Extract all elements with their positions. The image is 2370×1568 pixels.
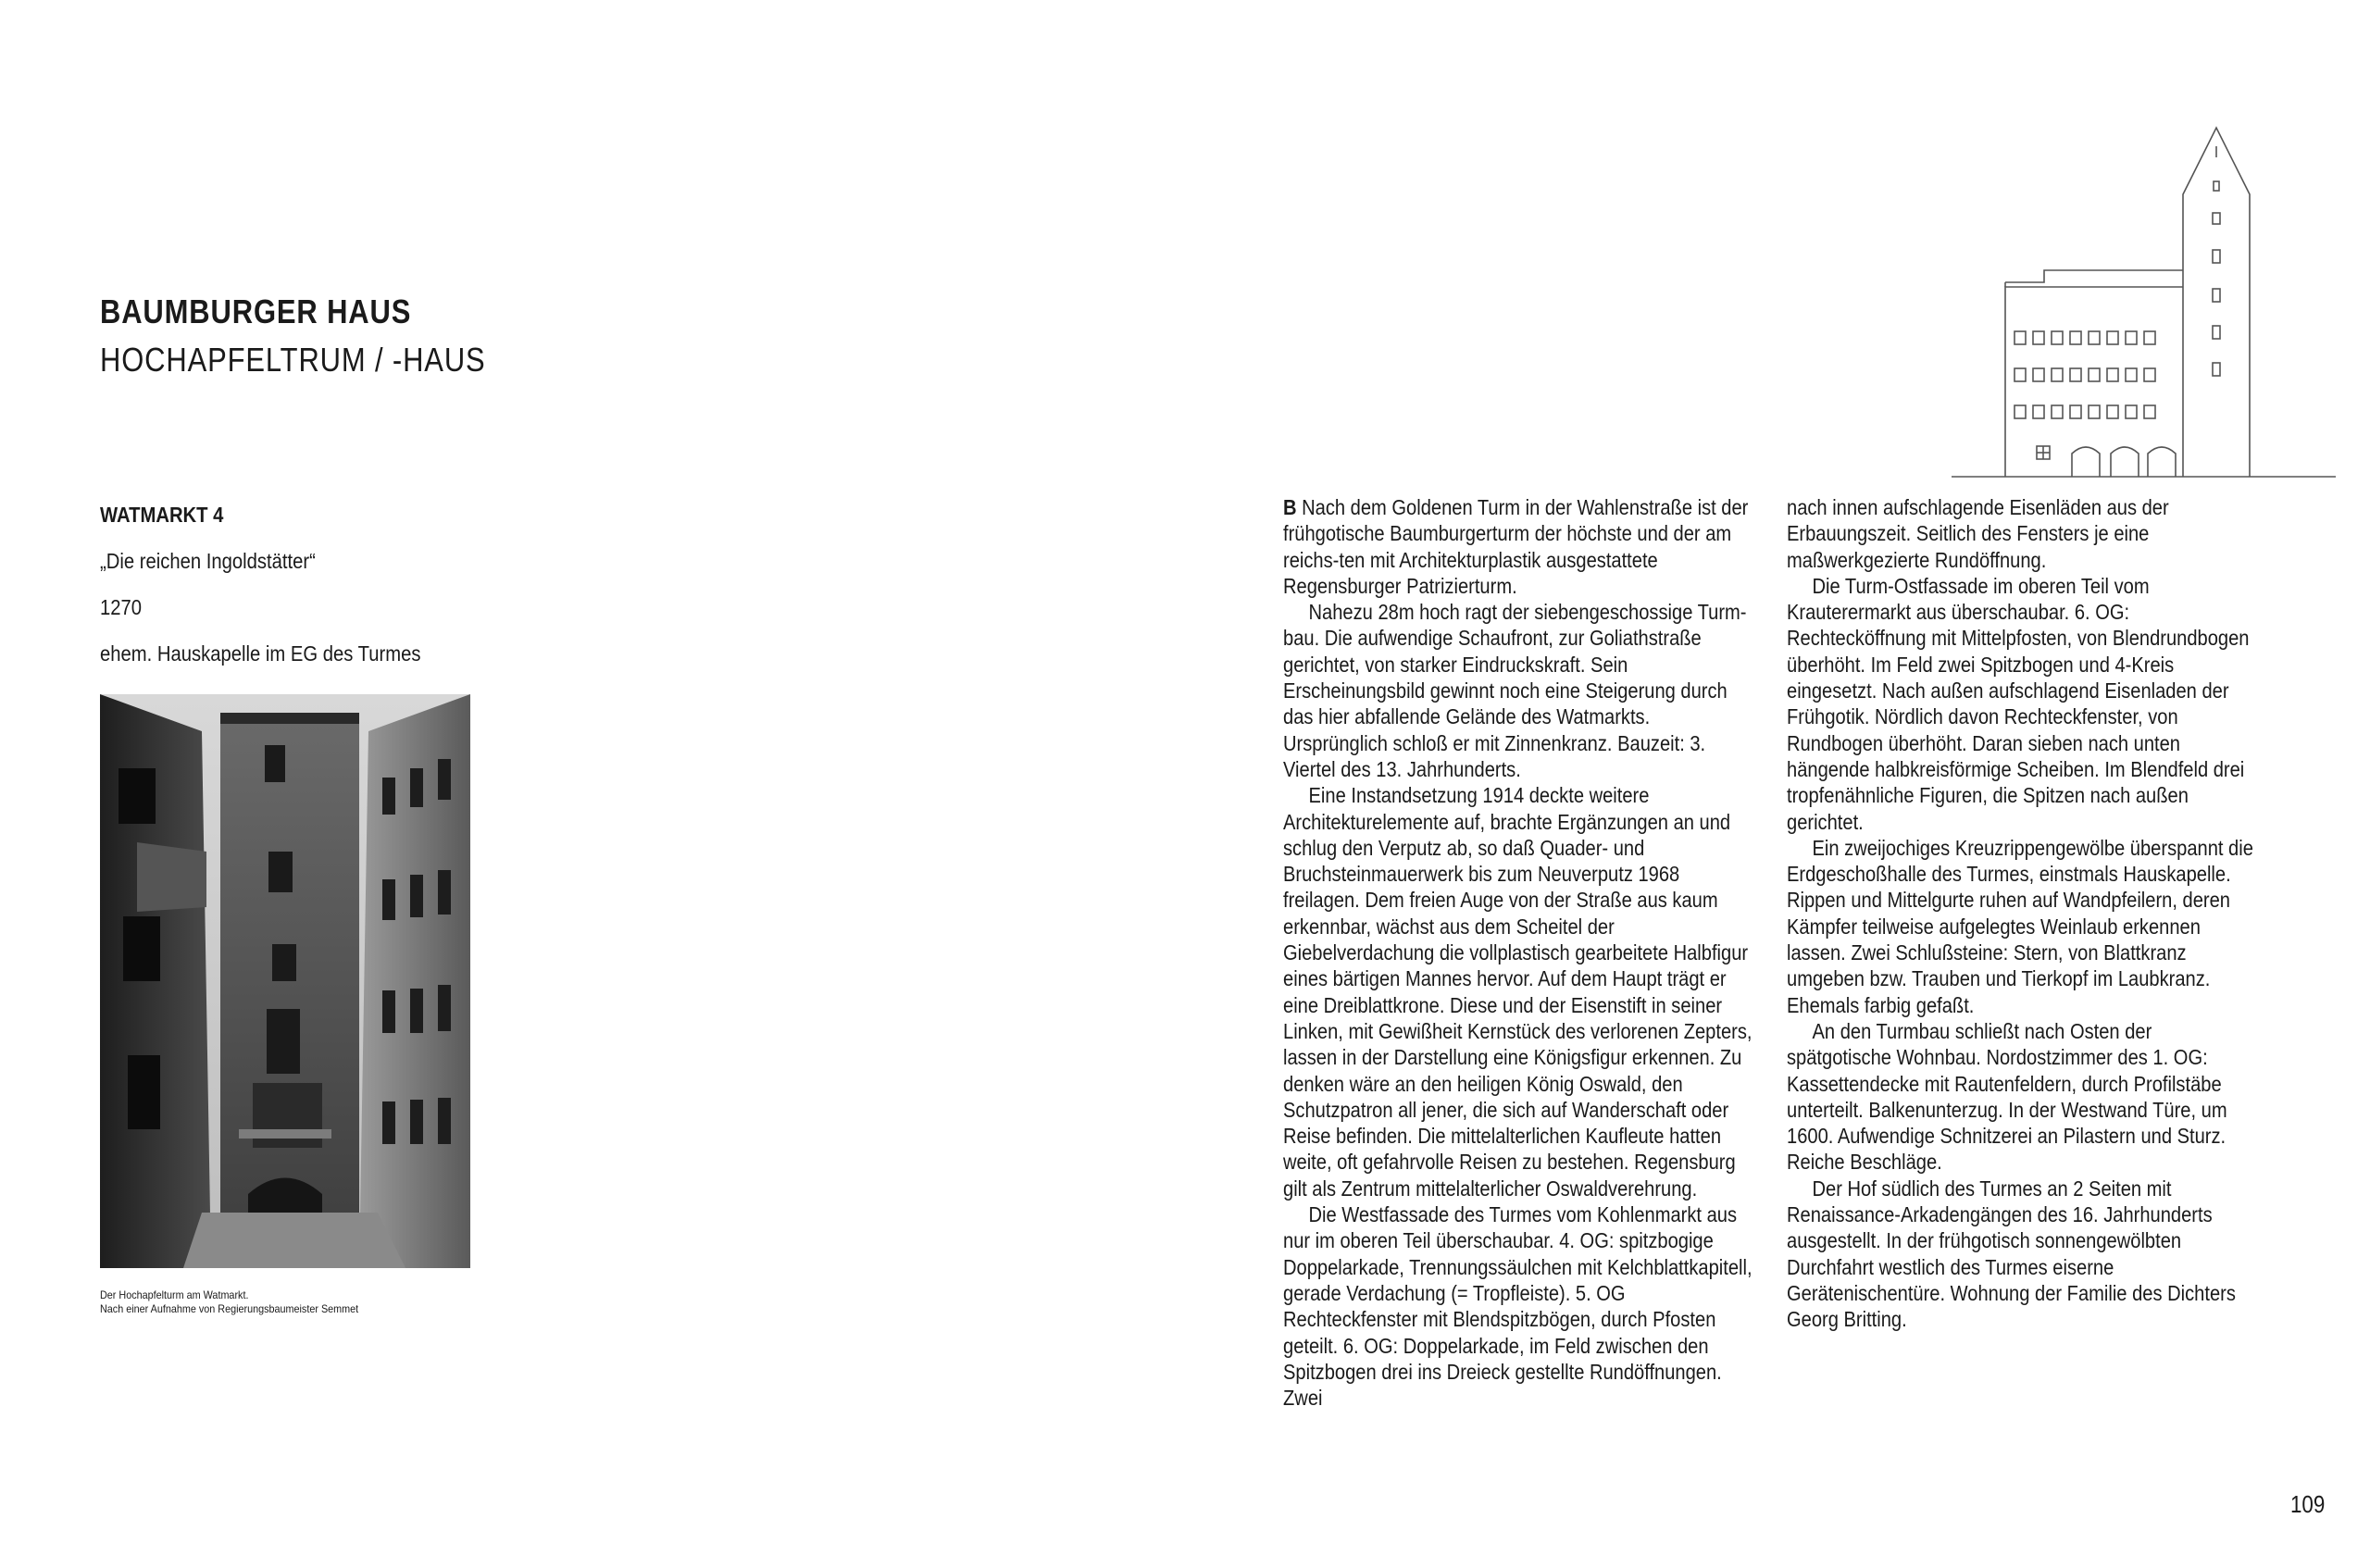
paragraph-8: An den Turmbau schließt nach Osten der spätgotische Wohnbau. Nordostzimmer des 1. OG: Kassettendecke mit Rautenfeldern, durch Profilstäbe unterteilt. Balkenunterzug. In der Westwand Türe, um 1600. Aufwendige Schnitzerei an Pilastern und Sturz. Reiche Beschläge. [1787, 1018, 2227, 1175]
note: ehem. Hauskapelle im EG des Turmes [100, 641, 421, 666]
paragraph-2: Nahezu 28m hoch ragt der siebengeschossige Turm-bau. Die aufwendige Schaufront, zur Goliathstraße gerichtet, von starker Eindruckskraft. Sein Erscheinungsbild gewinnt noch eine Steigerung durch das hier abfallende Gelände des Watmarkts. Ursprünglich schloß er mit Zinnenkranz. Bauzeit: 3. Viertel des 13. Jahrhunderts. [1283, 600, 1747, 781]
paragraph-5: nach innen aufschlagende Eisenläden aus der Erbauungszeit. Seitlich des Fensters je eine maßwerkgezierte Rundöffnung. [1787, 495, 2169, 572]
paragraph-1 [1283, 494, 1753, 599]
paragraph-4: Die Westfassade des Turmes vom Kohlenmarkt aus nur im oberen Teil überschaubar. 4. OG: spitzbogige Doppelarkade, Trennungssäulchen mit Kelchblattkapitell, gerade Verdachung (= Tropfleiste). 5. OG Rechteckfenster mit Blendspitzbögen, durch Pfosten geteilt. 6. OG: Doppelarkade, im Feld zwischen den Spitzbogen drei ins Dreieck gestellte Rundöffnungen. Zwei [1283, 1202, 1753, 1411]
paragraph-1-text: Nach dem Goldenen Turm in der Wahlenstraße ist der frühgotische Baumburgerturm der höchste und der am reichs-ten mit Architekturplastik ausgestattete Regensburger Patrizierturm. [1283, 495, 1749, 598]
paragraph-3: Eine Instandsetzung 1914 deckte weitere Architekturelemente auf, brachte Ergänzungen an und schlug den Verputz ab, so daß Quader- und Bruchsteinmauerwerk bis zum Neuverputz 1968 freilagen. Dem freien Auge von der Straße aus kaum erkennbar, wächst aus dem Scheitel der Giebelverdachung die vollplastisch gearbeitete Halbfigur eines bärtigen Mannes hervor. Auf dem Haupt trägt er eine Dreiblattkrone. Diese und der Eisenstift in seiner Linken, mit Gewißheit Kernstück des verlorenen Zepters, lassen in der Darstellung eine Königsfigur erkennen. Zu denken wäre an den heiligen König Oswald, den Schutzpatron all jener, die sich auf Wanderschaft oder Reise befinden. Die mittelalterlichen Kaufleute hatten weite, oft gefahrvolle Reisen zu bestehen. Regensburg gilt als Zentrum mittelalterlicher Oswaldverehrung. [1283, 783, 1753, 1201]
text-column-2 [1787, 494, 2256, 1333]
drop-letter: B [1283, 495, 1297, 519]
paragraph-7: Ein zweijochiges Kreuzrippengewölbe überspannt die Erdgeschoßhalle des Turmes, einstmals Hauskapelle. Rippen und Mittelgurte ruhen auf Wandpfeilern, deren Kämpfer teilweise aufgelegtes Weinlaub erkennen lassen. Zwei Schlußsteine: Stern, von Blattkranz umgeben bzw. Trauben und Tierkopf im Laubkranz. Ehemals farbig gefaßt. [1787, 835, 2253, 1017]
paragraph-6: Die Turm-Ostfassade im oberen Teil vom Krauterermarkt aus überschaubar. 6. OG: Rechtecköffnung mit Mittelpfosten, von Blendrundbogen überhöht. Im Feld zwei Spitzbogen und 4-Kreis eingesetzt. Nach außen aufschlagend Eisenladen der Frühgotik. Nördlich davon Rechteckfenster, von Rundbogen überhöht. Daran sieben nach unten hängende halbkreisförmige Scheiben. Im Blendfeld drei tropfenähnliche Figuren, die Spitzen nach außen gerichtet. [1787, 573, 2250, 834]
caption-line-2: Nach einer Aufnahme von Regierungsbaumeister Semmet [100, 1302, 359, 1315]
caption-line-1: Der Hochapfelturm am Watmarkt. [100, 1288, 249, 1301]
tower-photo-illustration [100, 694, 470, 1268]
page-subtitle: HOCHAPFELTRUM / -HAUS [100, 341, 486, 379]
photo-caption [100, 1288, 467, 1316]
year: 1270 [100, 595, 143, 619]
paragraph-9: Der Hof südlich des Turmes an 2 Seiten mit Renaissance-Arkadengängen des 16. Jahrhunderts ausgestellt. In der frühgotisch sonnengewölbten Durchfahrt westlich des Turmes eiserne Gerätenischentüre. Wohnung der Familie des Dichters Georg Britting. [1787, 1176, 2236, 1332]
building-elevation-drawing [1952, 120, 2340, 481]
page-number: 109 [2290, 1490, 2326, 1518]
address: WATMARKT 4 [100, 503, 224, 527]
text-column-1 [1283, 494, 1753, 1411]
page-title: BAUMBURGER HAUS [100, 292, 412, 330]
nickname-quote: „Die reichen Ingoldstätter“ [100, 549, 316, 573]
historic-photo [100, 694, 470, 1268]
